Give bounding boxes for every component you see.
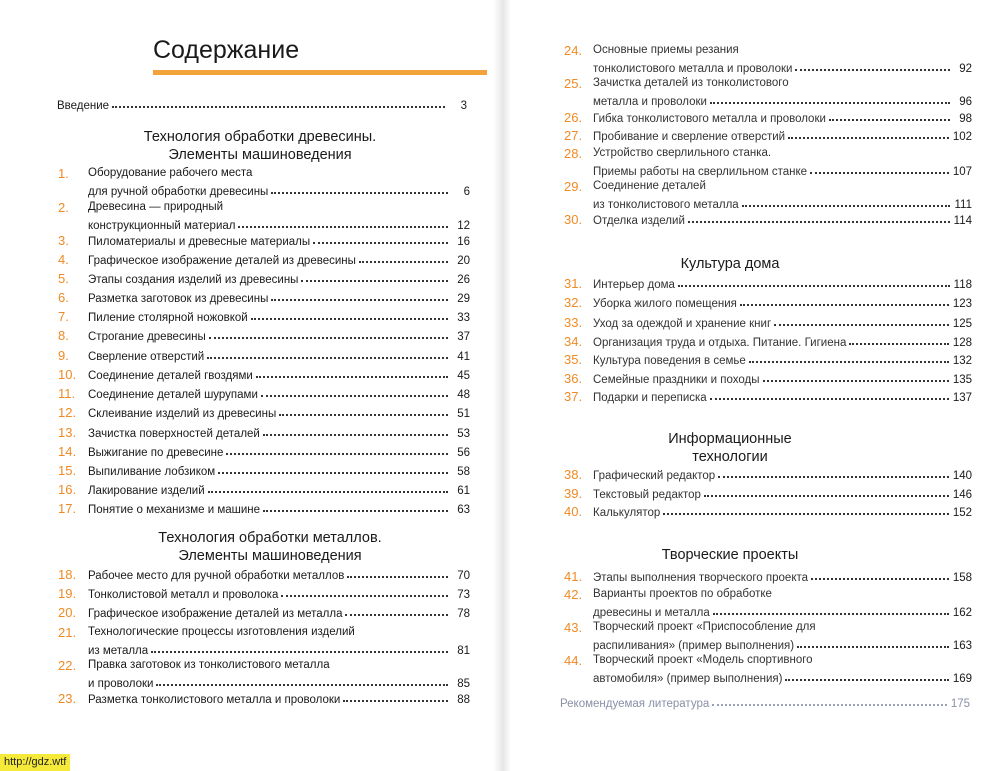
entry-page-number: 163: [952, 640, 972, 652]
entry-title: Оборудование рабочего места: [88, 167, 253, 179]
leader-dots: [718, 476, 949, 478]
leader-dots: [256, 376, 448, 378]
entry-title: Пробивание и сверление отверстий: [593, 131, 786, 143]
toc-entry[interactable]: [564, 504, 972, 521]
leader-dots: [279, 414, 448, 416]
entry-number: 15.: [58, 463, 77, 478]
entry-title: Культура поведения в семье: [593, 355, 746, 367]
toc-entry[interactable]: [58, 328, 470, 345]
entry-title: Гибка тонколистового металла и проволоки: [593, 113, 826, 125]
entry-number: 40.: [564, 504, 583, 519]
entry-number: 35.: [564, 352, 583, 367]
entry-page-number: 26: [457, 274, 470, 286]
leader-dots: [208, 491, 448, 493]
toc-entry[interactable]: [58, 309, 470, 326]
entry-page-number: 125: [952, 318, 972, 330]
toc-entry[interactable]: [58, 166, 470, 200]
leader-dots: [740, 304, 949, 306]
leader-dots: [226, 453, 448, 455]
entry-title: Интерьер дома: [593, 279, 675, 291]
entry-title: из тонколистового металла: [593, 199, 739, 211]
leader-dots: [710, 102, 950, 104]
entry-title: Соединение деталей шурупами: [88, 389, 258, 401]
leader-dots: [785, 679, 948, 681]
entry-number: 34.: [564, 334, 583, 349]
section-heading-home-culture: Культура дома: [680, 256, 780, 272]
toc-entry[interactable]: [58, 501, 470, 518]
references-label: Рекомендуемая литература: [560, 698, 710, 710]
entry-title: Семейные праздники и походы: [593, 374, 760, 386]
entry-title: Зачистка поверхностей деталей: [88, 428, 260, 440]
entry-number: 10.: [58, 367, 77, 382]
entry-page-number: 85: [457, 678, 470, 690]
entry-page-number: 132: [952, 355, 972, 367]
entry-title: Творческий проект «Модель спортивного: [593, 654, 813, 666]
entry-number: 7.: [58, 309, 69, 324]
entry-title: Графическое изображение деталей из древесины: [88, 255, 356, 267]
leader-dots: [359, 261, 448, 263]
entry-title: Соединение деталей: [593, 180, 706, 192]
entry-number: 3.: [58, 233, 69, 248]
toc-entry[interactable]: [564, 389, 972, 406]
leader-dots: [151, 651, 448, 653]
entry-number: 14.: [58, 444, 77, 459]
entry-number: 8.: [58, 328, 69, 343]
toc-entry[interactable]: [58, 605, 470, 622]
entry-title: Рабочее место для ручной обработки металлов: [88, 570, 345, 582]
intro-page: 3: [460, 100, 467, 112]
leader-dots: [712, 704, 947, 706]
entry-title: Организация труда и отдыха. Питание. Гигиена: [593, 337, 847, 349]
toc-entry[interactable]: [58, 233, 470, 250]
entry-title: и проволоки: [88, 678, 154, 690]
entry-title: Строгание древесины: [88, 331, 206, 343]
toc-entry[interactable]: [564, 146, 972, 180]
entry-title: конструкционный материал: [88, 220, 236, 232]
toc-entry[interactable]: [564, 569, 972, 586]
page-title: Содержание: [153, 36, 300, 64]
entry-title: Уборка жилого помещения: [593, 298, 737, 310]
leader-dots: [688, 221, 950, 223]
entry-number: 22.: [58, 658, 77, 673]
entry-number: 32.: [564, 295, 583, 310]
entry-number: 43.: [564, 620, 583, 635]
toc-entry[interactable]: [58, 405, 470, 422]
entry-page-number: 29: [457, 293, 470, 305]
toc-entry[interactable]: [58, 348, 470, 365]
leader-dots: [811, 578, 949, 580]
entry-title: Основные приемы резания: [593, 44, 739, 56]
entry-number: 31.: [564, 276, 583, 291]
toc-entry[interactable]: [58, 367, 470, 384]
leader-dots: [281, 595, 448, 597]
entry-number: 2.: [58, 200, 69, 215]
entry-number: 39.: [564, 486, 583, 501]
entry-page-number: 158: [952, 572, 972, 584]
leader-dots: [774, 324, 949, 326]
entry-title: из металла: [88, 645, 149, 657]
leader-dots: [251, 318, 448, 320]
entry-page-number: 152: [952, 507, 972, 519]
entry-page-number: 53: [457, 428, 470, 440]
entry-page-number: 48: [457, 389, 470, 401]
entry-number: 33.: [564, 315, 583, 330]
leader-dots: [313, 242, 448, 244]
leader-dots: [749, 361, 949, 363]
leader-dots: [271, 192, 448, 194]
toc-entry[interactable]: [58, 586, 470, 603]
entry-page-number: 70: [457, 570, 470, 582]
entry-number: 44.: [564, 653, 583, 668]
entry-title: Разметка тонколистового металла и проволоки: [88, 694, 341, 706]
entry-title: Отделка изделий: [593, 215, 685, 227]
entry-title: Соединение деталей гвоздями: [88, 370, 253, 382]
entry-page-number: 12: [457, 220, 470, 232]
entry-title: Сверление отверстий: [88, 351, 205, 363]
entry-title: распиливания» (пример выполнения): [593, 640, 795, 652]
entry-page-number: 128: [952, 337, 972, 349]
entry-number: 26.: [564, 110, 583, 125]
leader-dots: [829, 119, 950, 121]
toc-entry[interactable]: [564, 110, 972, 127]
left-page: [0, 0, 500, 771]
entry-page-number: 88: [457, 694, 470, 706]
leader-dots: [347, 576, 448, 578]
toc-entry[interactable]: [564, 334, 972, 351]
entry-title: для ручной обработки древесины: [88, 186, 269, 198]
entry-page-number: 56: [457, 447, 470, 459]
toc-entry[interactable]: [564, 76, 972, 110]
entry-number: 29.: [564, 179, 583, 194]
entry-number: 20.: [58, 605, 77, 620]
entry-page-number: 162: [952, 607, 972, 619]
entry-number: 4.: [58, 252, 69, 267]
entry-number: 24.: [564, 43, 583, 58]
entry-number: 6.: [58, 290, 69, 305]
entry-title: Творческий проект «Приспособление для: [593, 621, 816, 633]
entry-number: 27.: [564, 128, 583, 143]
entry-title: Текстовый редактор: [593, 489, 701, 501]
entry-title: Приемы работы на сверлильном станке: [593, 166, 808, 178]
leader-dots: [713, 613, 949, 615]
entry-page-number: 118: [953, 279, 972, 291]
toc-entry[interactable]: [564, 620, 972, 654]
title-underline: [153, 70, 487, 75]
section-heading-it: Информационные технологии: [668, 431, 792, 465]
toc-entry[interactable]: [58, 425, 470, 442]
toc-entry[interactable]: [58, 463, 470, 480]
toc-entry[interactable]: [564, 467, 972, 484]
entry-title: Выжигание по древесине: [88, 447, 224, 459]
leader-dots: [112, 106, 445, 108]
toc-entry[interactable]: [564, 587, 972, 621]
entry-number: 17.: [58, 501, 77, 516]
entry-page-number: 140: [952, 470, 972, 482]
entry-title: Древесина — природный: [88, 201, 224, 213]
entry-title: Графическое изображение деталей из металла: [88, 608, 343, 620]
entry-title: Подарки и переписка: [593, 392, 707, 404]
toc-entry[interactable]: [564, 486, 972, 503]
entry-page-number: 137: [952, 392, 972, 404]
leader-dots: [156, 684, 448, 686]
right-page: [500, 0, 1001, 771]
leader-dots: [207, 357, 448, 359]
entry-page-number: 169: [952, 673, 972, 685]
entry-number: 1.: [58, 166, 69, 181]
intro-label: Введение: [57, 100, 110, 112]
toc-entry[interactable]: [564, 276, 972, 293]
entry-page-number: 98: [959, 113, 972, 125]
entry-number: 36.: [564, 371, 583, 386]
entry-page-number: 37: [457, 331, 470, 343]
entry-title: Варианты проектов по обработке: [593, 588, 772, 600]
leader-dots: [849, 343, 948, 345]
entry-title: Понятие о механизме и машине: [88, 504, 261, 516]
toc-entry[interactable]: [58, 271, 470, 288]
entry-page-number: 58: [457, 466, 470, 478]
toc-entry[interactable]: [58, 200, 470, 234]
entry-title: Выпиливание лобзиком: [88, 466, 216, 478]
leader-dots: [795, 69, 950, 71]
entry-number: 42.: [564, 587, 583, 602]
entry-title: Зачистка деталей из тонколистового: [593, 77, 789, 89]
watermark-label[interactable]: http://gdz.wtf: [0, 754, 70, 771]
toc-entry[interactable]: [58, 252, 470, 269]
entry-page-number: 33: [457, 312, 470, 324]
toc-entry[interactable]: [58, 482, 470, 499]
entry-number: 9.: [58, 348, 69, 363]
leader-dots: [301, 280, 448, 282]
entry-title: Правка заготовок из тонколистового металла: [88, 659, 330, 671]
toc-entry[interactable]: [58, 290, 470, 307]
leader-dots: [343, 700, 448, 702]
entry-page-number: 123: [952, 298, 972, 310]
entry-number: 13.: [58, 425, 77, 440]
entry-number: 28.: [564, 146, 583, 161]
leader-dots: [763, 380, 949, 382]
leader-dots: [704, 495, 949, 497]
leader-dots: [810, 172, 949, 174]
toc-entry[interactable]: [564, 653, 972, 687]
entry-title: Этапы создания изделий из древесины: [88, 274, 299, 286]
entry-page-number: 96: [959, 96, 972, 108]
leader-dots: [678, 285, 950, 287]
entry-title: Технологические процессы изготовления изделий: [88, 626, 355, 638]
leader-dots: [663, 513, 948, 515]
entry-page-number: 146: [952, 489, 972, 501]
entry-page-number: 63: [457, 504, 470, 516]
entry-page-number: 92: [959, 63, 972, 75]
leader-dots: [261, 395, 448, 397]
entry-number: 38.: [564, 467, 583, 482]
toc-entry[interactable]: [564, 371, 972, 388]
entry-number: 37.: [564, 389, 583, 404]
leader-dots: [742, 205, 950, 207]
entry-page-number: 51: [457, 408, 470, 420]
toc-entry[interactable]: [564, 315, 972, 332]
entry-title: Калькулятор: [593, 507, 661, 519]
entry-title: Лакирование изделий: [88, 485, 205, 497]
entry-title: Склеивание изделий из древесины: [88, 408, 277, 420]
entry-title: металла и проволоки: [593, 96, 707, 108]
toc-entry[interactable]: [564, 212, 972, 229]
entry-title: Пиломатериалы и древесные материалы: [88, 236, 311, 248]
entry-page-number: 73: [457, 589, 470, 601]
entry-page-number: 135: [952, 374, 972, 386]
entry-page-number: 61: [457, 485, 470, 497]
entry-number: 30.: [564, 212, 583, 227]
leader-dots: [238, 226, 448, 228]
toc-entry[interactable]: [564, 43, 972, 77]
toc-entry[interactable]: [58, 691, 470, 708]
entry-page-number: 16: [457, 236, 470, 248]
entry-title: Этапы выполнения творческого проекта: [593, 572, 809, 584]
toc-entry[interactable]: [58, 444, 470, 461]
entry-title: тонколистового металла и проволоки: [593, 63, 793, 75]
entry-number: 5.: [58, 271, 69, 286]
leader-dots: [271, 299, 448, 301]
entry-page-number: 78: [457, 608, 470, 620]
section-heading-creative: Творческие проекты: [661, 547, 799, 563]
entry-page-number: 107: [952, 166, 972, 178]
entry-number: 21.: [58, 625, 77, 640]
entry-page-number: 102: [952, 131, 972, 143]
leader-dots: [263, 510, 448, 512]
entry-number: 23.: [58, 691, 77, 706]
toc-entry[interactable]: [564, 295, 972, 312]
entry-number: 41.: [564, 569, 583, 584]
entry-title: Устройство сверлильного станка.: [593, 147, 772, 159]
entry-title: автомобиля» (пример выполнения): [593, 673, 783, 685]
toc-entry[interactable]: [58, 386, 470, 403]
references-page: 175: [950, 698, 970, 710]
toc-entry[interactable]: [58, 658, 470, 692]
toc-entry[interactable]: [58, 625, 470, 659]
entry-page-number: 41: [457, 351, 470, 363]
leader-dots: [797, 646, 949, 648]
toc-entry[interactable]: [564, 179, 972, 213]
entry-number: 11.: [58, 386, 76, 401]
section-heading-wood: Технология обработки древесины. Элементы машиноведения: [143, 129, 377, 163]
entry-number: 16.: [58, 482, 77, 497]
entry-title: Тонколистовой металл и проволока: [88, 589, 279, 601]
entry-page-number: 6: [463, 186, 470, 198]
leader-dots: [710, 398, 949, 400]
entry-page-number: 114: [953, 215, 972, 227]
entry-title: Уход за одеждой и хранение книг: [593, 318, 772, 330]
entry-title: древесины и металла: [593, 607, 710, 619]
entry-page-number: 20: [457, 255, 470, 267]
entry-number: 19.: [58, 586, 77, 601]
entry-page-number: 111: [954, 199, 972, 211]
entry-number: 25.: [564, 76, 583, 91]
entry-page-number: 45: [457, 370, 470, 382]
entry-title: Пиление столярной ножовкой: [88, 312, 248, 324]
entry-title: Разметка заготовок из древесины: [88, 293, 269, 305]
toc-entry[interactable]: [564, 352, 972, 369]
leader-dots: [263, 434, 448, 436]
leader-dots: [218, 472, 448, 474]
leader-dots: [345, 614, 448, 616]
toc-entry[interactable]: [564, 128, 972, 145]
entry-title: Графический редактор: [593, 470, 716, 482]
entry-number: 12.: [58, 405, 77, 420]
section-heading-metal: Технология обработки металлов. Элементы машиноведения: [158, 530, 382, 564]
toc-entry[interactable]: [58, 567, 470, 584]
entry-page-number: 81: [457, 645, 470, 657]
leader-dots: [209, 337, 448, 339]
leader-dots: [788, 137, 949, 139]
entry-number: 18.: [58, 567, 77, 582]
